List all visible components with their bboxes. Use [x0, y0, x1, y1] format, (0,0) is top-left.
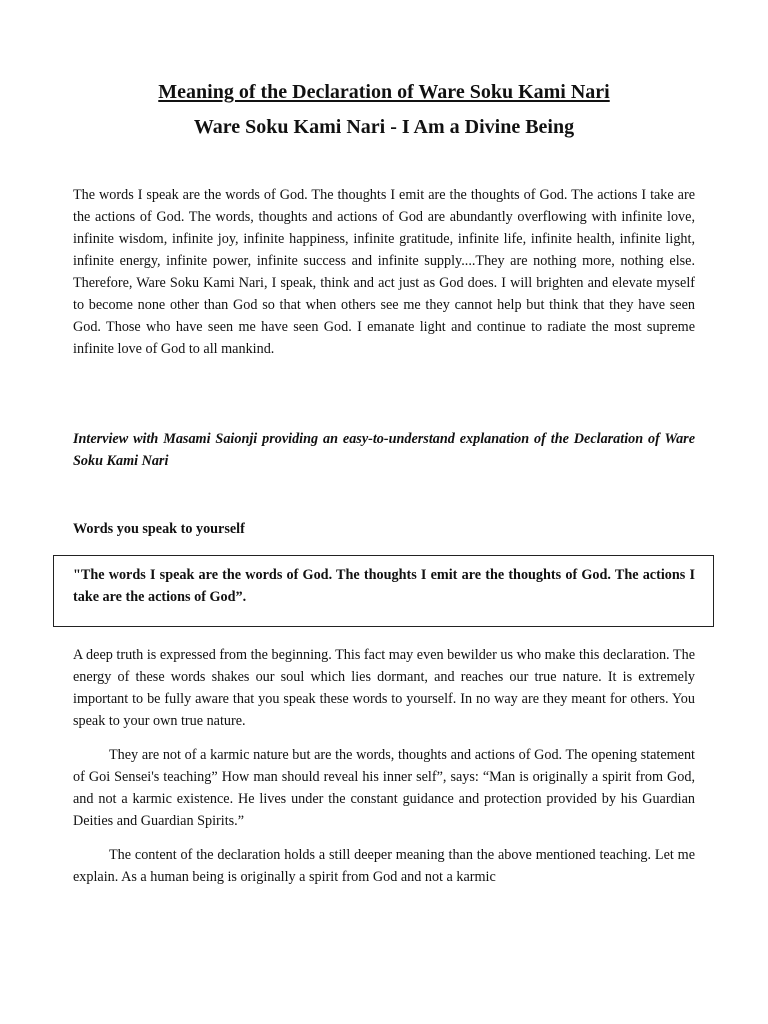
body-paragraph-declaration-content: The content of the declaration holds a still deeper meaning than the above mentioned teaching. Let me explain. As a human being is originally a spirit from God and not a karmic [73, 847, 695, 885]
quote-text: "The words I speak are the words of God. The thoughts I emit are the thoughts of God. The actions I take are the actions of God”. [73, 567, 695, 605]
intro-paragraph: The words I speak are the words of God. The thoughts I emit are the thoughts of God. The actions I take are the actions of God. The words, thoughts and actions of God are abundantly overflowing with infinite love, infinite wisdom, infinite joy, infinite happiness, infinite gratitude, infinite life, infinite health, infinite light, infinite energy, infinite power, infinite success and infinite supply....They are nothing more, nothing else. Therefore, Ware Soku Kami Nari, I speak, think and act just as God does. I will brighten and elevate myself to become none other than God so that when others see me they cannot help but think that they have seen God. Those who have seen me have seen God. I emanate light and continue to radiate the most supreme infinite love of God to all mankind. [73, 187, 695, 357]
quote-box [53, 555, 714, 627]
document-title: Meaning of the Declaration of Ware Soku Kami Nari [158, 81, 610, 103]
body-paragraph-deep-truth: A deep truth is expressed from the beginning. This fact may even bewilder us who make this declaration. The energy of these words shakes our soul which lies dormant, and reaches our true nature. It is extremely important to be fully aware that you speak these words to yourself. In no way are they meant for others. You speak to your own true nature. [73, 647, 695, 729]
body-paragraph-karmic-nature: They are not of a karmic nature but are the words, thoughts and actions of God. The opening statement of Goi Sensei's teaching” How man should reveal his inner self”, says: “Man is originally a spirit from God, and not a karmic existence. He lives under the constant guidance and protection provided by his Guardian Deities and Guardian Spirits.” [73, 747, 695, 829]
document-subtitle: Ware Soku Kami Nari - I Am a Divine Being [193, 116, 575, 138]
section-heading: Words you speak to yourself [73, 521, 245, 537]
interview-heading: Interview with Masami Saionji providing an easy-to-understand explanation of the Declaration of Ware Soku Kami Nari [73, 431, 695, 469]
